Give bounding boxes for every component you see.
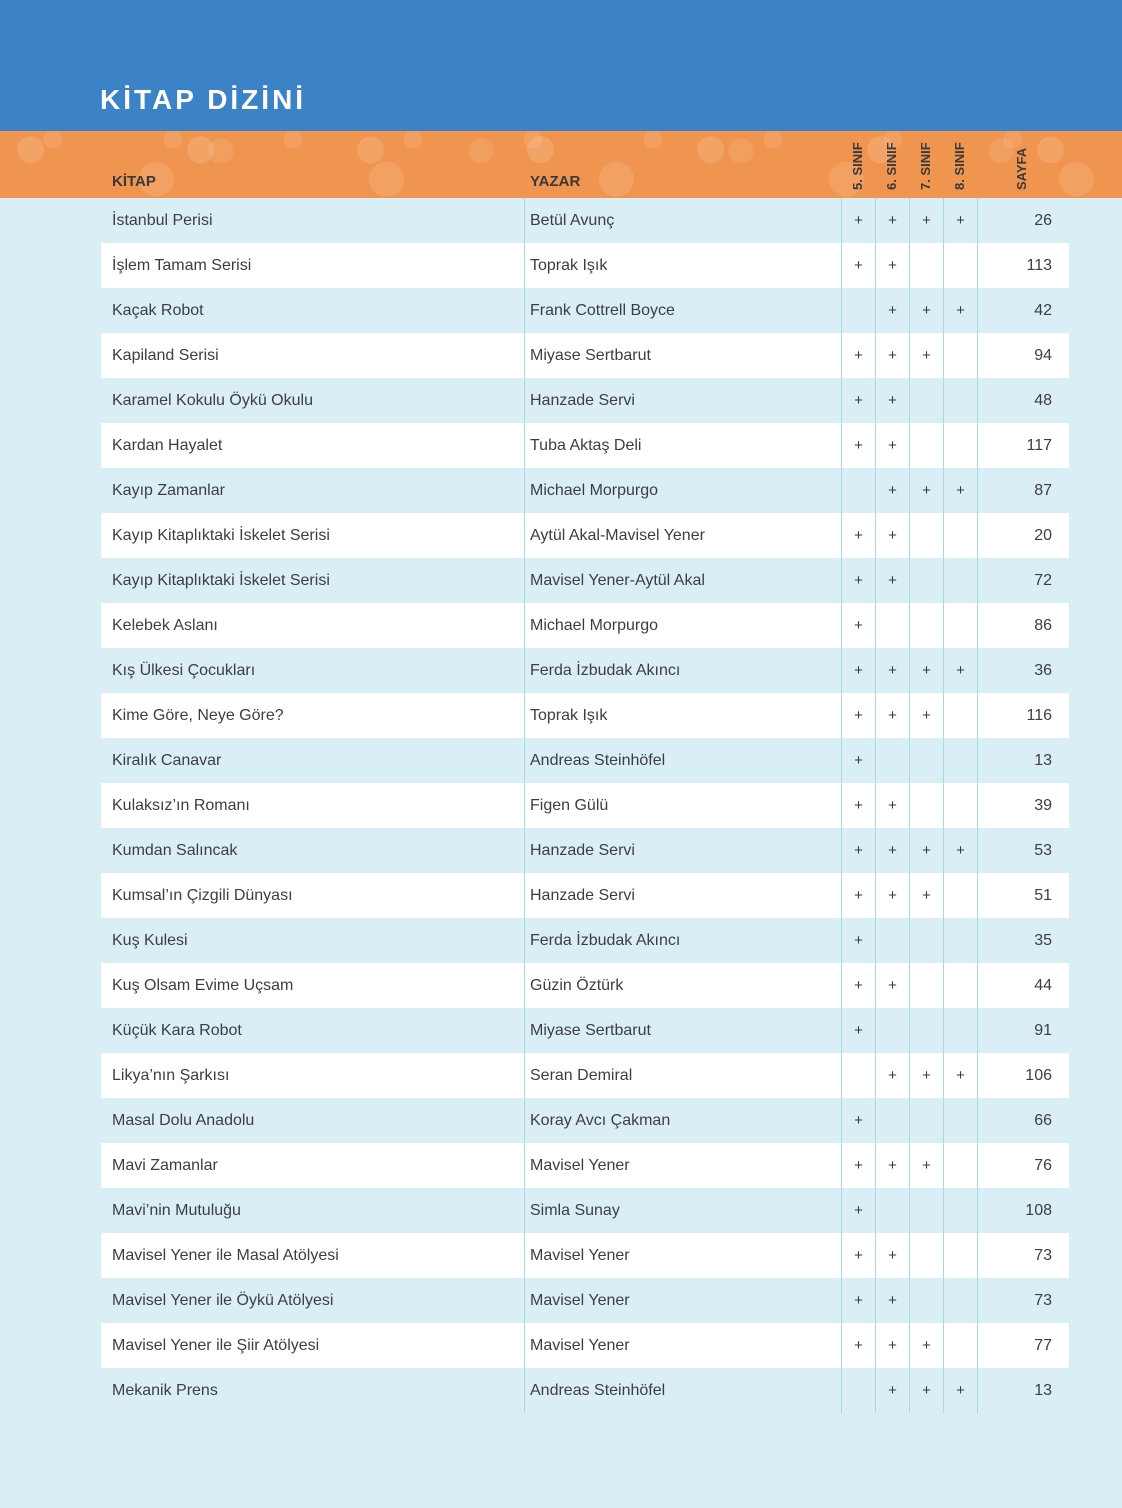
grade-6-mark: [875, 918, 909, 963]
grade-5-mark: +: [841, 333, 875, 378]
author-cell: Mavisel Yener: [524, 1143, 841, 1188]
page-number-cell: 48: [977, 378, 1069, 423]
page-number-cell: 42: [977, 288, 1069, 333]
grade-6-mark: +: [875, 198, 909, 243]
grade-5-mark: [841, 1053, 875, 1098]
grade-5-mark: +: [841, 1143, 875, 1188]
grade-6-mark: +: [875, 558, 909, 603]
grade-7-mark: [909, 1188, 943, 1233]
grade-6-mark: +: [875, 468, 909, 513]
column-header-grade-8: 8. SINIF: [952, 142, 967, 190]
grade-8-mark: [943, 1323, 977, 1368]
grade-7-mark: [909, 783, 943, 828]
grade-8-mark: +: [943, 648, 977, 693]
grade-6-mark: +: [875, 828, 909, 873]
table-row: [101, 288, 1069, 333]
grade-5-mark: +: [841, 423, 875, 468]
book-title-cell: Kulaksız’ın Romanı: [112, 796, 250, 814]
grade-8-mark: [943, 693, 977, 738]
page-number-cell: 72: [977, 558, 1069, 603]
table-row: [101, 1098, 1069, 1143]
grade-6-mark: [875, 1188, 909, 1233]
grade-7-mark: [909, 1233, 943, 1278]
table-row: [101, 1368, 1069, 1413]
author-cell: Miyase Sertbarut: [524, 333, 841, 378]
book-title-cell: Mavisel Yener ile Masal Atölyesi: [112, 1246, 339, 1264]
grade-7-mark: +: [909, 828, 943, 873]
table-row: [101, 468, 1069, 513]
grade-8-mark: +: [943, 288, 977, 333]
author-cell: Michael Morpurgo: [524, 468, 841, 513]
grade-6-mark: +: [875, 1053, 909, 1098]
table-row: [101, 423, 1069, 468]
grade-8-mark: [943, 378, 977, 423]
author-cell: Simla Sunay: [524, 1188, 841, 1233]
grade-8-mark: [943, 243, 977, 288]
author-cell: Tuba Aktaş Deli: [524, 423, 841, 468]
grade-7-mark: +: [909, 648, 943, 693]
column-header-grade-7: 7. SINIF: [918, 142, 933, 190]
book-title-cell: Mavi’nin Mutuluğu: [112, 1201, 241, 1219]
author-cell: Miyase Sertbarut: [524, 1008, 841, 1053]
grade-5-mark: +: [841, 1188, 875, 1233]
page-number-cell: 87: [977, 468, 1069, 513]
table-row: [101, 558, 1069, 603]
grade-5-mark: +: [841, 378, 875, 423]
grade-7-mark: +: [909, 693, 943, 738]
table-row: [101, 873, 1069, 918]
grade-7-mark: +: [909, 288, 943, 333]
grade-5-mark: [841, 288, 875, 333]
grade-7-mark: +: [909, 333, 943, 378]
author-cell: Koray Avcı Çakman: [524, 1098, 841, 1143]
grade-6-mark: +: [875, 1233, 909, 1278]
grade-8-mark: +: [943, 468, 977, 513]
grade-6-mark: +: [875, 243, 909, 288]
table-row: [101, 828, 1069, 873]
table-row: [101, 378, 1069, 423]
grade-5-mark: +: [841, 198, 875, 243]
table-row: [101, 693, 1069, 738]
column-header-band: [0, 131, 1122, 198]
table-row: [101, 1188, 1069, 1233]
grade-7-mark: +: [909, 198, 943, 243]
grade-6-mark: +: [875, 423, 909, 468]
grade-8-mark: [943, 1143, 977, 1188]
table-row: [101, 243, 1069, 288]
grade-5-mark: +: [841, 603, 875, 648]
book-title-cell: Kayıp Kitaplıktaki İskelet Serisi: [112, 571, 330, 589]
grade-6-mark: +: [875, 1143, 909, 1188]
page-number-cell: 20: [977, 513, 1069, 558]
table-row: [101, 1053, 1069, 1098]
author-cell: Mavisel Yener: [524, 1233, 841, 1278]
page-number-cell: 94: [977, 333, 1069, 378]
page-number-cell: 73: [977, 1278, 1069, 1323]
grade-5-mark: +: [841, 1323, 875, 1368]
grade-6-mark: +: [875, 378, 909, 423]
book-title-cell: Mavisel Yener ile Şiir Atölyesi: [112, 1336, 320, 1354]
book-title-cell: Kayıp Zamanlar: [112, 481, 225, 499]
top-banner: [0, 0, 1122, 131]
grade-5-mark: +: [841, 1278, 875, 1323]
grade-5-mark: +: [841, 243, 875, 288]
author-cell: Andreas Steinhöfel: [524, 738, 841, 783]
grade-7-mark: [909, 513, 943, 558]
grade-6-mark: +: [875, 333, 909, 378]
page-number-cell: 113: [977, 243, 1069, 288]
book-title-cell: Kış Ülkesi Çocukları: [112, 661, 256, 679]
column-header-grade-5: 5. SINIF: [850, 142, 865, 190]
grade-5-mark: +: [841, 828, 875, 873]
column-header-grade-6: 6. SINIF: [884, 142, 899, 190]
book-title-cell: Kaçak Robot: [112, 301, 204, 319]
grade-8-mark: [943, 783, 977, 828]
grade-6-mark: [875, 738, 909, 783]
grade-8-mark: [943, 873, 977, 918]
table-row: [101, 513, 1069, 558]
grade-6-mark: +: [875, 513, 909, 558]
grade-7-mark: [909, 1278, 943, 1323]
author-cell: Toprak Işık: [524, 243, 841, 288]
grade-7-mark: +: [909, 468, 943, 513]
author-cell: Mavisel Yener: [524, 1323, 841, 1368]
grade-8-mark: [943, 918, 977, 963]
book-title-cell: Kuş Olsam Evime Uçsam: [112, 976, 294, 994]
book-title-cell: Mavi Zamanlar: [112, 1156, 218, 1174]
grade-6-mark: +: [875, 1368, 909, 1413]
book-title-cell: Kardan Hayalet: [112, 436, 223, 454]
grade-5-mark: +: [841, 648, 875, 693]
column-header-author: YAZAR: [530, 173, 581, 190]
grade-7-mark: +: [909, 1053, 943, 1098]
author-cell: Aytül Akal-Mavisel Yener: [524, 513, 841, 558]
grade-8-mark: [943, 603, 977, 648]
page-number-cell: 108: [977, 1188, 1069, 1233]
page-number-cell: 39: [977, 783, 1069, 828]
table-row: [101, 198, 1069, 243]
author-cell: Hanzade Servi: [524, 873, 841, 918]
grade-8-mark: [943, 1278, 977, 1323]
grade-5-mark: +: [841, 1008, 875, 1053]
grade-7-mark: [909, 378, 943, 423]
table-row: [101, 783, 1069, 828]
grade-5-mark: +: [841, 558, 875, 603]
grade-6-mark: +: [875, 1278, 909, 1323]
grade-5-mark: +: [841, 1098, 875, 1143]
grade-7-mark: [909, 1098, 943, 1143]
grade-8-mark: [943, 1008, 977, 1053]
page-number-cell: 106: [977, 1053, 1069, 1098]
grade-5-mark: +: [841, 1233, 875, 1278]
author-cell: Ferda İzbudak Akıncı: [524, 918, 841, 963]
table-row: [101, 1278, 1069, 1323]
author-cell: Güzin Öztürk: [524, 963, 841, 1008]
grade-7-mark: [909, 918, 943, 963]
grade-7-mark: +: [909, 1143, 943, 1188]
author-cell: Betül Avunç: [524, 198, 841, 243]
grade-7-mark: [909, 738, 943, 783]
grade-5-mark: +: [841, 693, 875, 738]
grade-8-mark: [943, 1098, 977, 1143]
book-title-cell: Kayıp Kitaplıktaki İskelet Serisi: [112, 526, 330, 544]
grade-6-mark: [875, 1098, 909, 1143]
page-number-cell: 77: [977, 1323, 1069, 1368]
author-cell: Hanzade Servi: [524, 378, 841, 423]
book-title-cell: Mekanik Prens: [112, 1381, 218, 1399]
page-number-cell: 66: [977, 1098, 1069, 1143]
grade-8-mark: +: [943, 198, 977, 243]
book-title-cell: Kelebek Aslanı: [112, 616, 218, 634]
page-number-cell: 51: [977, 873, 1069, 918]
grade-7-mark: +: [909, 873, 943, 918]
grade-5-mark: +: [841, 783, 875, 828]
author-cell: Ferda İzbudak Akıncı: [524, 648, 841, 693]
author-cell: Toprak Işık: [524, 693, 841, 738]
grade-6-mark: +: [875, 873, 909, 918]
page-number-cell: 73: [977, 1233, 1069, 1278]
book-title-cell: Kime Göre, Neye Göre?: [112, 706, 284, 724]
grade-7-mark: [909, 963, 943, 1008]
page-number-cell: 35: [977, 918, 1069, 963]
page-number-cell: 53: [977, 828, 1069, 873]
grade-8-mark: +: [943, 1368, 977, 1413]
grade-5-mark: +: [841, 738, 875, 783]
table-row: [101, 1323, 1069, 1368]
table-row: [101, 963, 1069, 1008]
grade-6-mark: +: [875, 693, 909, 738]
table-row: [101, 1008, 1069, 1053]
grade-8-mark: [943, 333, 977, 378]
table-row: [101, 1233, 1069, 1278]
book-title-cell: Masal Dolu Anadolu: [112, 1111, 255, 1129]
author-cell: Figen Gülü: [524, 783, 841, 828]
grade-6-mark: +: [875, 783, 909, 828]
grade-8-mark: [943, 963, 977, 1008]
grade-5-mark: +: [841, 918, 875, 963]
page-number-cell: 44: [977, 963, 1069, 1008]
book-title-cell: Likya’nın Şarkısı: [112, 1066, 230, 1084]
grade-5-mark: [841, 468, 875, 513]
grade-7-mark: [909, 423, 943, 468]
grade-8-mark: [943, 513, 977, 558]
table-row: [101, 738, 1069, 783]
page-number-cell: 26: [977, 198, 1069, 243]
author-cell: Mavisel Yener-Aytül Akal: [524, 558, 841, 603]
page-number-cell: 91: [977, 1008, 1069, 1053]
grade-7-mark: [909, 603, 943, 648]
grade-7-mark: +: [909, 1368, 943, 1413]
grade-7-mark: [909, 1008, 943, 1053]
author-cell: Hanzade Servi: [524, 828, 841, 873]
author-cell: Michael Morpurgo: [524, 603, 841, 648]
grade-5-mark: [841, 1368, 875, 1413]
table-row: [101, 648, 1069, 693]
grade-6-mark: [875, 1008, 909, 1053]
page-number-cell: 116: [977, 693, 1069, 738]
grade-6-mark: +: [875, 288, 909, 333]
book-title-cell: İstanbul Perisi: [112, 211, 213, 229]
grade-7-mark: [909, 558, 943, 603]
book-title-cell: Kumdan Salıncak: [112, 841, 238, 859]
book-table-body: [101, 198, 1069, 1413]
book-title-cell: Küçük Kara Robot: [112, 1021, 242, 1039]
book-title-cell: Kiralık Canavar: [112, 751, 222, 769]
table-row: [101, 333, 1069, 378]
grade-6-mark: [875, 603, 909, 648]
page-number-cell: 13: [977, 738, 1069, 783]
book-title-cell: Kuş Kulesi: [112, 931, 188, 949]
book-title-cell: Kapiland Serisi: [112, 346, 219, 364]
grade-8-mark: [943, 1188, 977, 1233]
page-number-cell: 76: [977, 1143, 1069, 1188]
grade-8-mark: [943, 558, 977, 603]
book-title-cell: Mavisel Yener ile Öykü Atölyesi: [112, 1291, 334, 1309]
grade-8-mark: [943, 1233, 977, 1278]
book-title-cell: Karamel Kokulu Öykü Okulu: [112, 391, 313, 409]
book-title-cell: İşlem Tamam Serisi: [112, 256, 252, 274]
grade-6-mark: +: [875, 963, 909, 1008]
page-title: KİTAP DİZİNİ: [100, 84, 307, 115]
column-header-page: SAYFA: [1014, 147, 1029, 190]
grade-5-mark: +: [841, 963, 875, 1008]
author-cell: Mavisel Yener: [524, 1278, 841, 1323]
grade-7-mark: [909, 243, 943, 288]
grade-6-mark: +: [875, 648, 909, 693]
table-row: [101, 603, 1069, 648]
grade-5-mark: +: [841, 513, 875, 558]
author-cell: Andreas Steinhöfel: [524, 1368, 841, 1413]
grade-7-mark: +: [909, 1323, 943, 1368]
book-title-cell: Kumsal’ın Çizgili Dünyası: [112, 886, 293, 904]
grade-8-mark: +: [943, 828, 977, 873]
page-number-cell: 117: [977, 423, 1069, 468]
grade-6-mark: +: [875, 1323, 909, 1368]
author-cell: Seran Demiral: [524, 1053, 841, 1098]
grade-8-mark: [943, 423, 977, 468]
grade-8-mark: [943, 738, 977, 783]
page-number-cell: 13: [977, 1368, 1069, 1413]
page-number-cell: 36: [977, 648, 1069, 693]
page-number-cell: 86: [977, 603, 1069, 648]
author-cell: Frank Cottrell Boyce: [524, 288, 841, 333]
column-header-book: KİTAP: [112, 173, 156, 190]
table-row: [101, 1143, 1069, 1188]
table-row: [101, 918, 1069, 963]
grade-8-mark: +: [943, 1053, 977, 1098]
grade-5-mark: +: [841, 873, 875, 918]
